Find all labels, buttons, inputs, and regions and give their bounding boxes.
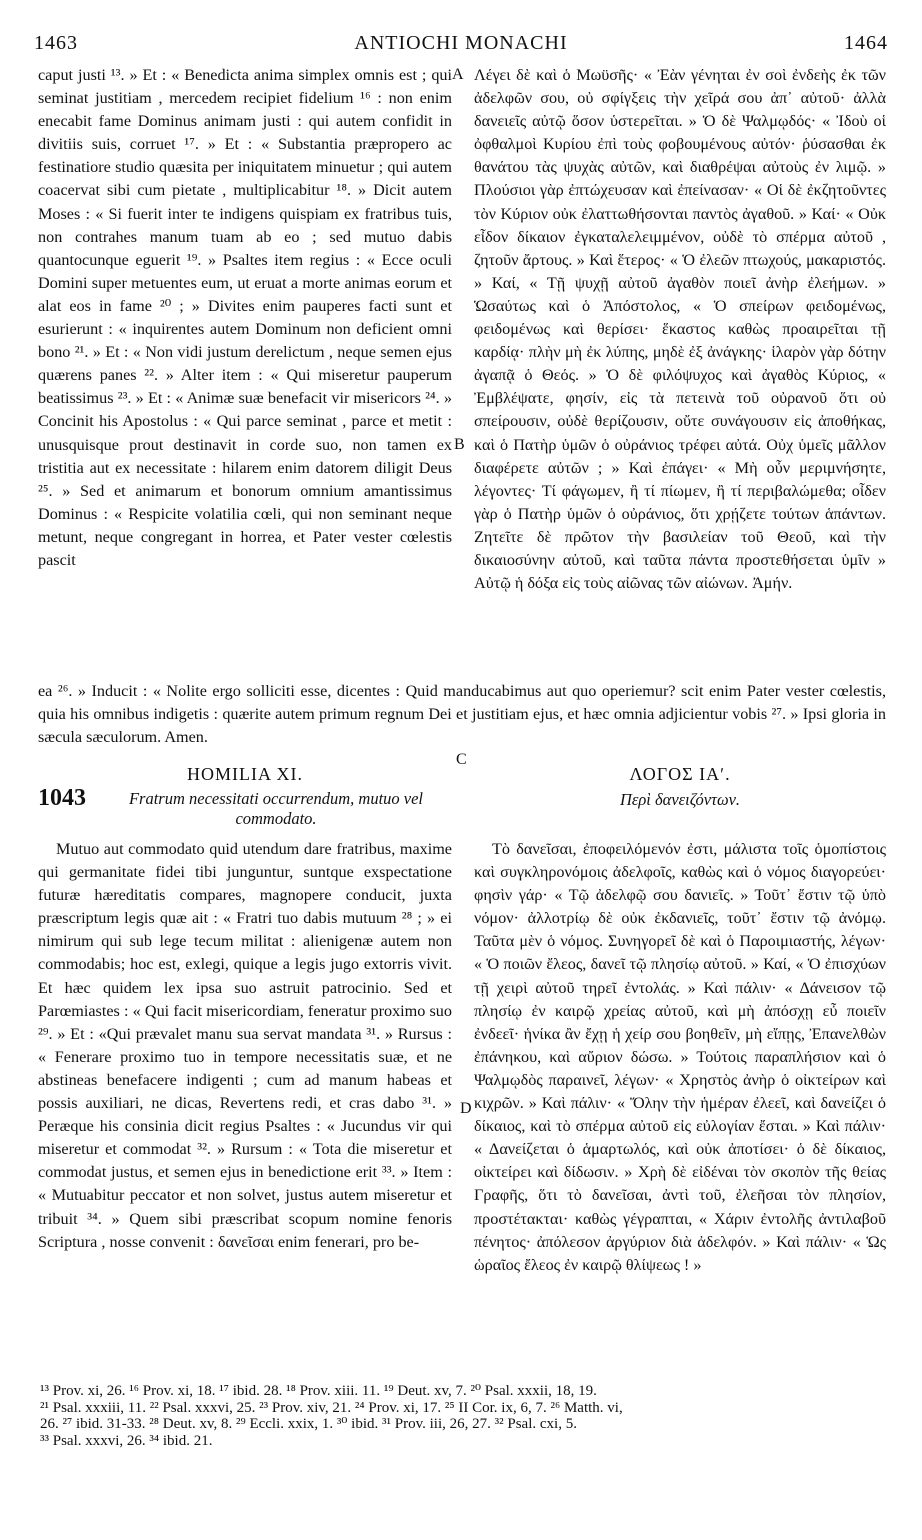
footnotes bbox=[40, 1383, 885, 1449]
footnote-line: ³³ Psal. xxxvi, 26. ³⁴ ibid. 21. bbox=[40, 1432, 213, 1449]
margin-letter-a: A bbox=[452, 66, 464, 83]
page-header bbox=[0, 32, 922, 62]
footnote-line: ¹³ Prov. xi, 26. ¹⁶ Prov. xi, 18. ¹⁷ ibid. 28. ¹⁸ Prov. xiii. 11. ¹⁹ Deut. xv, 7. ²⁰ Psal. xxxii, 18, 19. bbox=[40, 1383, 597, 1399]
latin-column-bottom bbox=[38, 838, 452, 1370]
latin-full-width-text: ea ²⁶. » Inducit : « Nolite ergo solliciti esse, dicentes : Quid manducabimus aut quo operiemur? scit enim Pater vester cœlestis, quia his omnibus indigetis : quærite autem primum regnum Dei et justitiam ejus, et hæc omnia adjicientur vobis ²⁷. » Ipsi gloria in sæcula sæculorum. Amen. bbox=[38, 682, 886, 747]
homily-greek-subtitle: Περὶ δανειζόντων. bbox=[619, 790, 741, 809]
latin-column-top bbox=[38, 64, 452, 688]
homily-latin-subtitle: Fratrum necessitati occurrendum, mutuo vel commodato. bbox=[128, 789, 424, 828]
greek-column-top bbox=[474, 64, 886, 688]
latin-text-top: caput justi ¹³. » Et : « Benedicta anima simplex omnis est ; qui seminat justitiam , mercedem recipiet fidelium ¹⁶ : non enim enecabit fame Dominus animam justi : qui autem confidit in divitiis suis, corruet ¹⁷. » Et : « Substantia præpropero ac festinatiore studio quæsita per iniquitatem minuetur ; qui autem coacervat sibi cum pietate , multiplicabitur ¹⁸. » Dicit autem Moses : « Si fuerit inter te indigens quispiam ex fratribus tuis, non contrahes manum tuam ab eo ; sed mutuo dabis quantocunque eguerit ¹⁹. » Psaltes item regius : « Ecce oculi Domini super metuentes eum, ut eruat a morte animas eorum et alat eos in fame ²⁰ ; » Divites enim pauperes facti sunt et esurierunt : « inquirentes autem Dominum non deficient omni bono ²¹. » Et : « Non vidi justum derelictum , neque semen ejus quærens panes ²². » Alter item : « Qui miseretur pauperum beatissimus ²³. » Et : « Animæ suæ benefacit vir misericors ²⁴. » Concinit his Apostolus : « Qui parce seminat , parce et metit : unusquisque prout destinavit in corde suo, non tamen ex tristitia aut ex necessitate : hilarem enim datorem diligit Deus ²⁵. » Sed et animarum et bonorum omnium amantissimus Dominus : « Respicite volatilia cœli, qui non seminant neque metunt, neque congregant in horrea, et Pater vester cœlestis pascit bbox=[38, 66, 452, 569]
margin-letter-b: B bbox=[454, 436, 465, 453]
footnote-line: ²¹ Psal. xxxiii, 11. ²² Psal. xxxvi, 25. ²³ Prov. xiv, 21. ²⁴ Prov. xi, 17. ²⁵ II Cor. ix, 6, 7. ²⁶ Matth. vi, bbox=[40, 1399, 623, 1416]
page-number-right: 1464 bbox=[844, 32, 888, 54]
greek-column-bottom bbox=[474, 838, 886, 1370]
margin-letter-c: C bbox=[456, 751, 467, 768]
running-title: ANTIOCHI MONACHI bbox=[354, 32, 568, 54]
footnote-line: 26. ²⁷ ibid. 31-33. ²⁸ Deut. xv, 8. ²⁹ Eccli. xxix, 1. ³⁰ ibid. ³¹ Prov. iii, 26, 27. ³² Psal. cxi, 5. bbox=[40, 1416, 577, 1432]
greek-text-bottom: Τὸ δανεῖσαι, ἐποφειλόμενόν ἐστι, μάλιστα τοῖς ὁμοπίστοις καὶ συγκληρονόμοις ἀδελφοῖς, καθὼς καὶ ὁ νόμος διαγορεύει· φησὶν γάρ· « Τῷ ἀδελφῷ σου δανιεῖς. » Τοῦτ᾽ ἔστιν τῷ ὑπὸ νόμον· ἀλλοτρίῳ δὲ οὐκ ἐκδανιεῖς, τοῦτ᾽ ἔστιν τῷ ἀνόμῳ. Ταῦτα μὲν ὁ νόμος. Συνηγορεῖ δὲ καὶ ὁ Παροιμιαστής, λέγων· « Ὁ ποιῶν ἔλεος, δανεῖ τῷ πλησίῳ αὐτοῦ. » Καί, « Ὁ ἐπισχύων τῇ χειρὶ αὐτοῦ τηρεῖ ἐντολάς. » Καὶ πάλιν· « Δάνεισον τῷ πλησίῳ ἐν καιρῷ χρείας αὐτοῦ, καὶ μὴ ἀπόσχῃ εὖ ποιεῖν ἐνδεεῖ· ἡνίκα ἂν ἔχῃ ἡ χείρ σου βοηθεῖν, μὴ εἴπῃς, Ἐπανελθὼν ἐπάνηκου, καὶ αὔριον δώσω. » Τούτοις παραπλήσιον καὶ ὁ Ψαλμῳδὸς παραινεῖ, λέγων· « Χρηστὸς ἀνὴρ ὁ οἰκτείρων καὶ κιχρῶν. » Καὶ πάλιν· « Ὅλην τὴν ἡμέραν ἐλεεῖ, καὶ δανείζει ὁ δίκαιος, καὶ τὸ σπέρμα αὐτοῦ εἰς εὐλογίαν ἔσται. » Καὶ πάλιν· « Δανείζεται ὁ ἁμαρτωλός, καὶ οὐκ ἀποτίσει· ὁ δὲ δίκαιος, οἰκτείρει καὶ δίδωσιν. » Χρὴ δὲ εἰδέναι τὸν σκοπὸν τῆς θείας Γραφῆς, ὅτι τὸ δανεῖσαι, ἀντὶ τοῦ, ἐλεῆσαι τὸν πλησίον, προστέτακται· καθὼς γέγραπται, « Χάριν ἐντολῆς ἀντιλαβοῦ πένητος· ἀπόλεσον ἀργύριον διὰ ἀδελφόν. » Καὶ πάλιν· « Ὡς ὡραῖος ἔλεος ἐν καιρῷ θλίψεως ! » bbox=[474, 840, 886, 1274]
homily-greek-title: ΛΟΓΟΣ ΙΑʹ. bbox=[629, 764, 731, 784]
margin-letter-d: D bbox=[460, 1100, 472, 1117]
latin-text-bottom: Mutuo aut commodato quid utendum dare fratribus, maxime qui germanitate fidei tibi junguntur, suntque exspectatione futuræ hæreditatis compares, magnopere conducit, juxta præscriptum legis quæ ait : « Fratri tuo dabis mutuum ²⁸ ; » ei nimirum qui sub lege tecum militat : alienigenæ autem non commodabis; hoc est, exlegi, quique a legis jugo extorris vivit. Et hæc quidem lex ipsa suo astruit patrocinio. Sed et Parœmiastes : « Qui facit misericordiam, feneratur proximo suo ²⁹. » Et : «Qui prævalet manu sua servat mandata ³¹. » Rursus : « Fenerare proximo tuo in tempore necessitatis suæ, et ne abstineas benefacere indigenti ; cum ad manum habeas et possis auxiliari, ne dicas, Revertens redi, et cras dabo ³¹. » Peræque his consinia dicit regius Psaltes : « Jucundus vir qui miseretur et commodat ³². » Rursum : « Tota die miseretur et commodat justus, et semen ejus in benedictione erit ³³. » Item : « Mutuabitur peccator et non solvet, justus autem miseretur et tribuit ³⁴. » Quem sibi præscribat scopum nomine fenoris Scriptura , nosse convenit : δανεῖσαι enim fenerari, pro be- bbox=[38, 840, 452, 1251]
column-number: 1043 bbox=[38, 785, 86, 811]
homily-latin-title: HOMILIA XI. bbox=[187, 764, 303, 784]
greek-text-top: Λέγει δὲ καὶ ὁ Μωϋσῆς· « Ἐὰν γένηται ἐν σοὶ ἐνδεὴς ἐκ τῶν ἀδελφῶν σου, οὐ σφίγξεις τὴν χεῖρά σου ἀπ᾽ αὐτοῦ· ἀλλὰ δανειεῖς αὐτῷ ὅσον ὑστερεῖται. » Ὁ δὲ Ψαλμῳδός· « Ἰδοὺ οἱ ὀφθαλμοὶ Κυρίου ἐπὶ τοὺς φοβουμένους αὐτόν· ῥύσασθαι ἐκ θανάτου τὰς ψυχὰς αὐτῶν, καὶ διαθρέψαι αὐτοὺς ἐν λιμῷ. » Πλούσιοι γὰρ ἐπτώχευσαν καὶ ἐπείνασαν· « Οἱ δὲ ἐκζητοῦντες τὸν Κύριον οὐκ ἐλαττωθήσονται παντὸς ἀγαθοῦ. » Καί· « Οὐκ εἶδον δίκαιον ἐγκαταλελειμμένον, οὐδὲ τὸ σπέρμα αὐτοῦ , ζητοῦν ἄρτους. » Καὶ ἕτερος· « Ὁ ἐλεῶν πτωχούς, μακαριστός. » Καί, « Τῇ ψυχῇ αὐτοῦ ἀγαθὸν ποιεῖ ἀνὴρ ἐλεήμων. » Ὡσαύτως καὶ ὁ Ἀπόστολος, « Ὁ σπείρων φειδομένως, φειδομένως καὶ θερίσει· ἕκαστος καθὼς προαιρεῖται τῇ καρδίᾳ· πλὴν μὴ ἐκ λύπης, μηδὲ ἐξ ἀνάγκης· ἱλαρὸν γὰρ δότην ἀγαπᾷ ὁ Θεός. » Ὁ δὲ φιλόψυχος καὶ ἀγαθὸς Κύριος, « Ἐμβλέψατε, φησίν, εἰς τὰ πετεινὰ τοῦ οὐρανοῦ ὅτι οὐ σπείρουσιν, οὐδὲ θερίζουσιν, οὔτε συνάγουσιν εἰς ἀποθήκας, καὶ ὁ Πατὴρ ὑμῶν ὁ οὐράνιος τρέφει αὐτά. Οὐχ ὑμεῖς μᾶλλον διαφέρετε αὐτῶν ; » Καὶ ἐπάγει· « Μὴ οὖν μεριμνήσητε, λέγοντες· Τί φάγωμεν, ἢ τί πίωμεν, ἢ τί περιβαλώμεθα; οἶδεν γὰρ ὁ Πατὴρ ὑμῶν ὁ οὐράνιος, ὅτι χρῄζετε τούτων ἁπάντων. Ζητεῖτε δὲ πρῶτον τὴν βασιλείαν τοῦ Θεοῦ, καὶ τὴν δικαιοσύνην αὐτοῦ, καὶ ταῦτα πάντα προστεθήσεται ὑμῖν » Αὐτῷ ἡ δόξα εἰς τοὺς αἰῶνας τῶν αἰώνων. Ἀμήν. bbox=[474, 66, 886, 593]
page-number-left: 1463 bbox=[34, 32, 78, 54]
